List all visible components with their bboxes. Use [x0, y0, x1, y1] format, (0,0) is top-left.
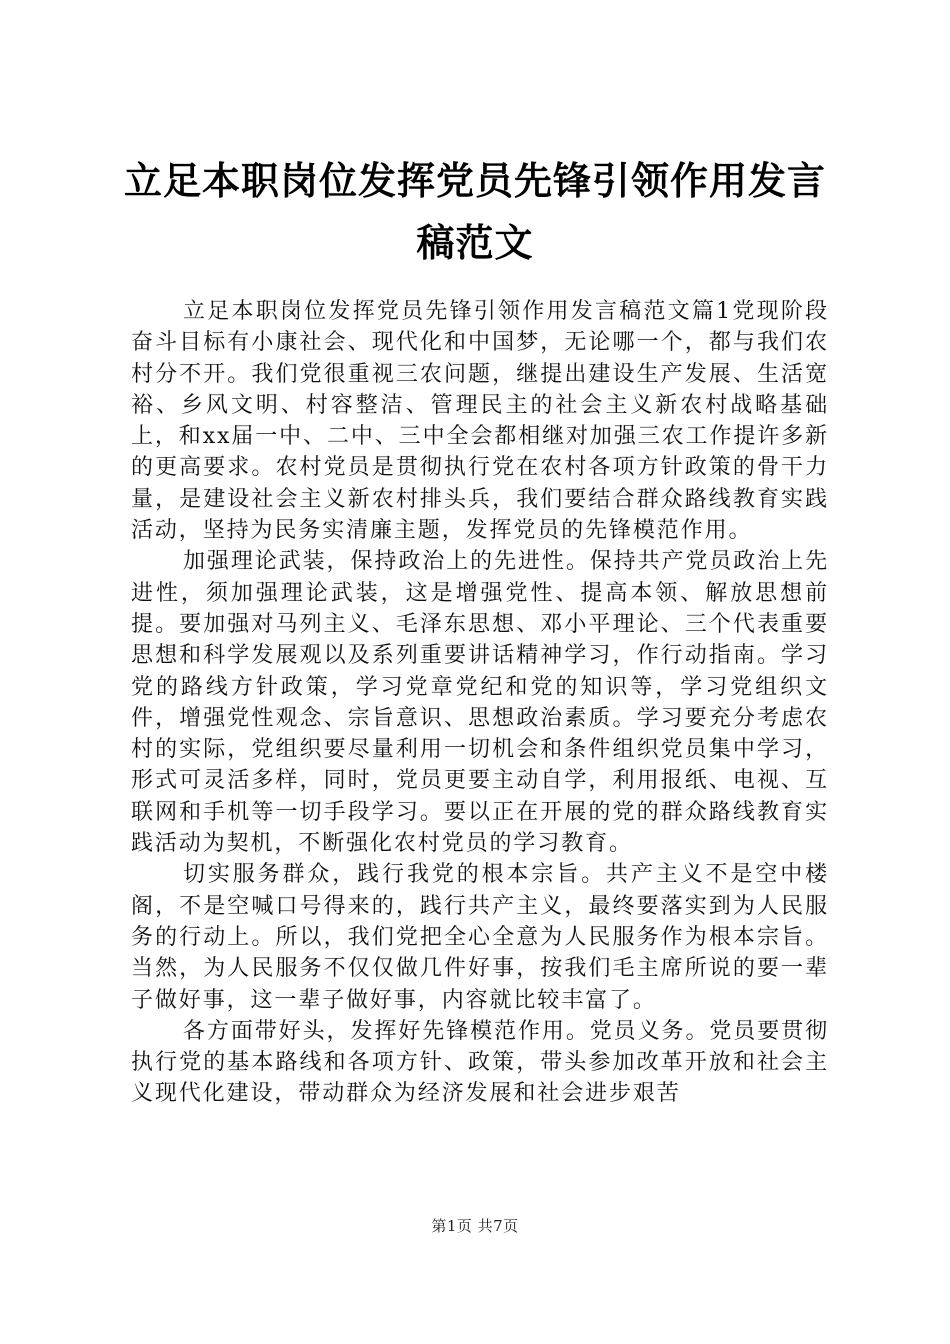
paragraph-4: 各方面带好头，发挥好先锋模范作用。党员义务。党员要贯彻执行党的基本路线和各项方针、政策，带头参加改革开放和社会主义现代化建设，带动群众为经济发展和社会进步艰苦	[131, 1018, 829, 1107]
page-number: 第1页 共7页	[431, 1217, 519, 1235]
paragraph-1: 立足本职岗位发挥党员先锋引领作用发言稿范文篇1党现阶段奋斗目标有小康社会、现代化和中国梦，无论哪一个，都与我们农村分不开。我们党很重视三农问题，继提出建设生产发展、生活宽裕、乡风文明、村容整洁、管理民主的社会主义新农村战略基础上，和xx届一中、二中、三中全会都相继对加强三农工作提许多新的更高要求。农村党员是贯彻执行党在农村各项方针政策的骨干力量，是建设社会主义新农村排头兵，我们要结合群众路线教育实践活动，坚持为民务实清廉主题，发挥党员的先锋模范作用。	[131, 299, 829, 544]
document-body	[131, 296, 829, 1110]
document-title: 立足本职岗位发挥党员先锋引领作用发言稿范文	[123, 158, 826, 265]
paragraph-3: 切实服务群众，践行我党的根本宗旨。共产主义不是空中楼阁，不是空喊口号得来的，践行共产主义，最终要落实到为人民服务的行动上。所以，我们党把全心全意为人民服务作为根本宗旨。当然，为人民服务不仅仅做几件好事，按我们毛主席所说的要一辈子做好事，这一辈子做好事，内容就比较丰富了。	[131, 862, 829, 1013]
paragraph-2: 加强理论武装，保持政治上的先进性。保持共产党员政治上先进性，须加强理论武装，这是增强党性、提高本领、解放思想前提。要加强对马列主义、毛泽东思想、邓小平理论、三个代表重要思想和科学发展观以及系列重要讲话精神学习，作行动指南。学习党的路线方针政策，学习党章党纪和党的知识等，学习党组织文件，增强党性观念、宗旨意识、思想政治素质。学习要充分考虑农村的实际，党组织要尽量利用一切机会和条件组织党员集中学习，形式可灵活多样，同时，党员更要主动自学，利用报纸、电视、互联网和手机等一切手段学习。要以正在开展的党的群众路线教育实践活动为契机，不断强化农村党员的学习教育。	[131, 549, 829, 857]
